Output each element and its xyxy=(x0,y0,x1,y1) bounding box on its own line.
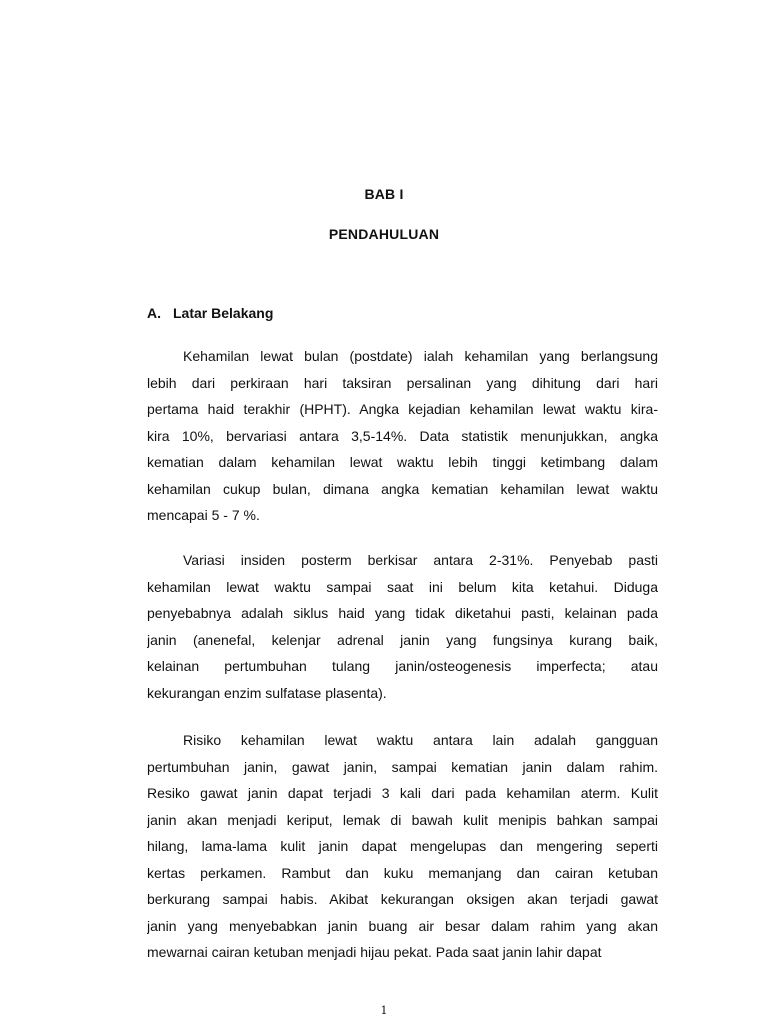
paragraph-line: kematian dalam kehamilan lewat waktu lebih tinggi ketimbang dalam xyxy=(147,454,658,470)
paragraph-line: penyebabnya adalah siklus haid yang tidak diketahui pasti, kelainan pada xyxy=(147,605,658,621)
paragraph-line: berkurang sampai habis. Akibat kekurangan oksigen akan terjadi gawat xyxy=(147,891,658,907)
section-title: Latar Belakang xyxy=(173,305,274,321)
paragraph-line: hilang, lama-lama kulit janin dapat mengelupas dan mengering seperti xyxy=(147,838,658,854)
paragraph-line: pertama haid terakhir (HPHT). Angka kejadian kehamilan lewat waktu kira- xyxy=(147,401,658,417)
paragraph-line: mencapai 5 - 7 %. xyxy=(147,507,260,523)
paragraph-line: Risiko kehamilan lewat waktu antara lain adalah gangguan xyxy=(183,732,658,748)
paragraph-line: lebih dari perkiraan hari taksiran persalinan yang dihitung dari hari xyxy=(147,374,658,391)
paragraph-line: Variasi insiden posterm berkisar antara 2-31%. Penyebab pasti xyxy=(183,552,658,568)
paragraph-line: kehamilan lewat waktu sampai saat ini belum kita ketahui. Diduga xyxy=(147,578,658,595)
paragraph xyxy=(147,547,658,706)
section-number: A. xyxy=(147,305,161,321)
paragraph-line: kelainan pertumbuhan tulang janin/osteogenesis imperfecta; atau xyxy=(147,658,658,674)
paragraph-line: kertas perkamen. Rambut dan kuku memanjang dan cairan ketuban xyxy=(147,864,658,881)
paragraph-line: janin akan menjadi keriput, lemak di bawah kulit menipis bahkan sampai xyxy=(147,811,658,828)
paragraph-line: pertumbuhan janin, gawat janin, sampai kematian janin dalam rahim. xyxy=(147,758,658,775)
paragraph-line: janin yang menyebabkan janin buang air besar dalam rahim yang akan xyxy=(147,917,658,934)
paragraph-line: Kehamilan lewat bulan (postdate) ialah kehamilan yang berlangsung xyxy=(183,348,658,364)
section-heading xyxy=(147,305,273,321)
page-number: 1 xyxy=(380,1004,388,1017)
paragraph-line: Resiko gawat janin dapat terjadi 3 kali dari pada kehamilan aterm. Kulit xyxy=(147,785,658,801)
paragraph-line: kira 10%, bervariasi antara 3,5-14%. Data statistik menunjukkan, angka xyxy=(147,427,658,444)
paragraph xyxy=(147,343,658,529)
paragraph-line: kehamilan cukup bulan, dimana angka kematian kehamilan lewat waktu xyxy=(147,480,658,497)
paragraph xyxy=(147,727,658,966)
paragraph-line: janin (anenefal, kelenjar adrenal janin yang fungsinya kurang baik, xyxy=(147,631,658,648)
paragraph-line: mewarnai cairan ketuban menjadi hijau pekat. Pada saat janin lahir dapat xyxy=(147,944,602,960)
chapter-title: PENDAHULUAN xyxy=(328,226,440,242)
chapter-heading: BAB I xyxy=(364,186,404,202)
paragraph-line: kekurangan enzim sulfatase plasenta). xyxy=(147,684,387,701)
